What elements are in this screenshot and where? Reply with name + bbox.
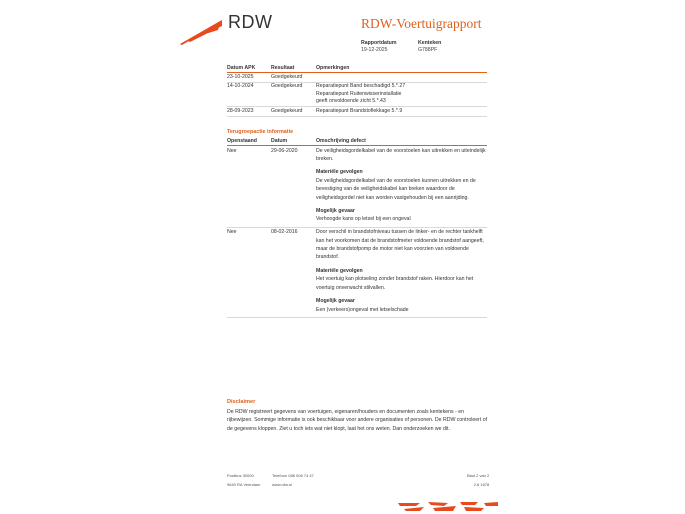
plate-value: G788PF xyxy=(418,47,438,53)
recall-table xyxy=(227,137,487,318)
footer-contact xyxy=(272,471,314,489)
apk-date: 28-09-2023 xyxy=(227,107,254,114)
footer-address xyxy=(227,471,260,489)
brand-name: RDW xyxy=(228,12,273,32)
recall-open: Nee xyxy=(227,147,237,154)
footer-page-info xyxy=(467,471,489,489)
plate-label: Kenteken xyxy=(418,40,442,46)
report-date-block xyxy=(361,40,396,54)
table-row xyxy=(227,107,487,117)
consequences-text: De veiligheidsgordelkabel van de voorstoelen kunnen uitrekken en de bevestiging van de veiligheidskabel kan breken waardoor de veiligheidsgordel niet kan worden vastgehouden bij een aanrijding. xyxy=(316,177,476,201)
footer-phone: Telefoon 088 008 74 47 xyxy=(272,473,314,478)
footer-address-line1: Postbus 30000 xyxy=(227,473,254,478)
apk-remarks: Reparatiepunt Brandstoflekkage 5.*.9 xyxy=(316,107,403,114)
apk-table xyxy=(227,64,487,117)
recall-date: 29-06-2020 xyxy=(271,147,298,154)
recall-details xyxy=(316,147,487,224)
disclaimer-text: De RDW registreert gegevens van voertuigen, eigenaren/houders en documenten zoals kentekens - en rijbewijzen. Sommige informatie is ook beschikbaar voor andere organisaties of personen. De RDW controleert of de gegevens kloppen. Ziet u toch iets wat niet klopt, laat het ons weten. Dan onderzoeken we dit. xyxy=(227,409,488,432)
apk-result: Goedgekeurd xyxy=(271,83,303,89)
footer-website[interactable]: www.rdw.nl xyxy=(272,482,293,487)
recall-defect: De veiligheidsgordelkabel van de voorstoelen kan uitrekken en uiteindelijk breken. xyxy=(316,147,486,162)
apk-header-date: Datum APK xyxy=(227,65,256,71)
apk-result: Goedgekeurd xyxy=(271,73,303,80)
footer-address-line2: 9640 RA Veendam xyxy=(227,482,261,487)
plate-block xyxy=(418,40,441,54)
disclaimer-title: Disclaimer xyxy=(227,399,256,405)
recall-header-open: Openstaand xyxy=(227,138,257,144)
document-title: RDW-Voertuigrapport xyxy=(361,16,482,31)
report-date-label: Rapportdatum xyxy=(361,40,397,46)
danger-label: Mogelijk gevaar xyxy=(316,207,355,214)
table-row xyxy=(227,146,487,228)
recall-open: Nee xyxy=(227,229,237,236)
recall-header-defect: Omschrijving defect xyxy=(316,138,366,144)
apk-date: 23-10-2025 xyxy=(227,73,254,80)
table-row xyxy=(227,228,487,318)
consequences-label: Materiële gevolgen xyxy=(316,267,363,274)
recall-table-header xyxy=(227,137,487,146)
apk-date: 14-10-2024 xyxy=(227,83,254,89)
apk-header-remarks: Opmerkingen xyxy=(316,65,350,71)
apk-remarks xyxy=(316,74,487,82)
recall-defect: Door verschil in brandstofniveau tussen de linker- en de rechter tankhelft kan het voorkomen dat de brandstofmeter voldoende brandstof aangeeft, maar de brandstofpomp de motor niet kan voorzien van voldoende brandstof. xyxy=(316,229,484,261)
danger-label: Mogelijk gevaar xyxy=(316,298,355,305)
report-date-value: 19-12-2025 xyxy=(361,47,388,53)
recall-header-date: Datum xyxy=(271,138,288,144)
table-row xyxy=(227,83,487,108)
danger-text: Verhoogde kans op letsel bij een ongeval xyxy=(316,216,411,223)
rdw-logo-icon xyxy=(178,18,224,46)
recall-section-title: Terugroepactie informatie xyxy=(227,129,294,135)
table-row xyxy=(227,73,487,83)
decorative-stripes-icon xyxy=(398,500,498,512)
recall-date: 08-02-2016 xyxy=(271,229,298,236)
apk-table-header xyxy=(227,64,487,73)
footer-page: Blad 2 van 2 xyxy=(467,473,490,478)
danger-text: Een (verkeers)ongeval met letselschade xyxy=(316,306,409,313)
footer-code: 2.6 1678 xyxy=(473,482,490,487)
apk-result: Goedgekeurd xyxy=(271,107,303,114)
apk-header-result: Resultaat xyxy=(271,65,295,71)
consequences-label: Materiële gevolgen xyxy=(316,169,363,176)
recall-details xyxy=(316,228,487,314)
consequences-text: Het voertuig kan plotseling zonder brandstof raken. Hierdoor kan het voertuig onverwacht stilvallen. xyxy=(316,276,474,291)
apk-remarks: Reparatiepunt Band beschadigd 5.*.27 Reparatiepunt Ruitenwisserinstallatie geeft onvoldoende zicht 5.*.43 xyxy=(316,83,406,104)
